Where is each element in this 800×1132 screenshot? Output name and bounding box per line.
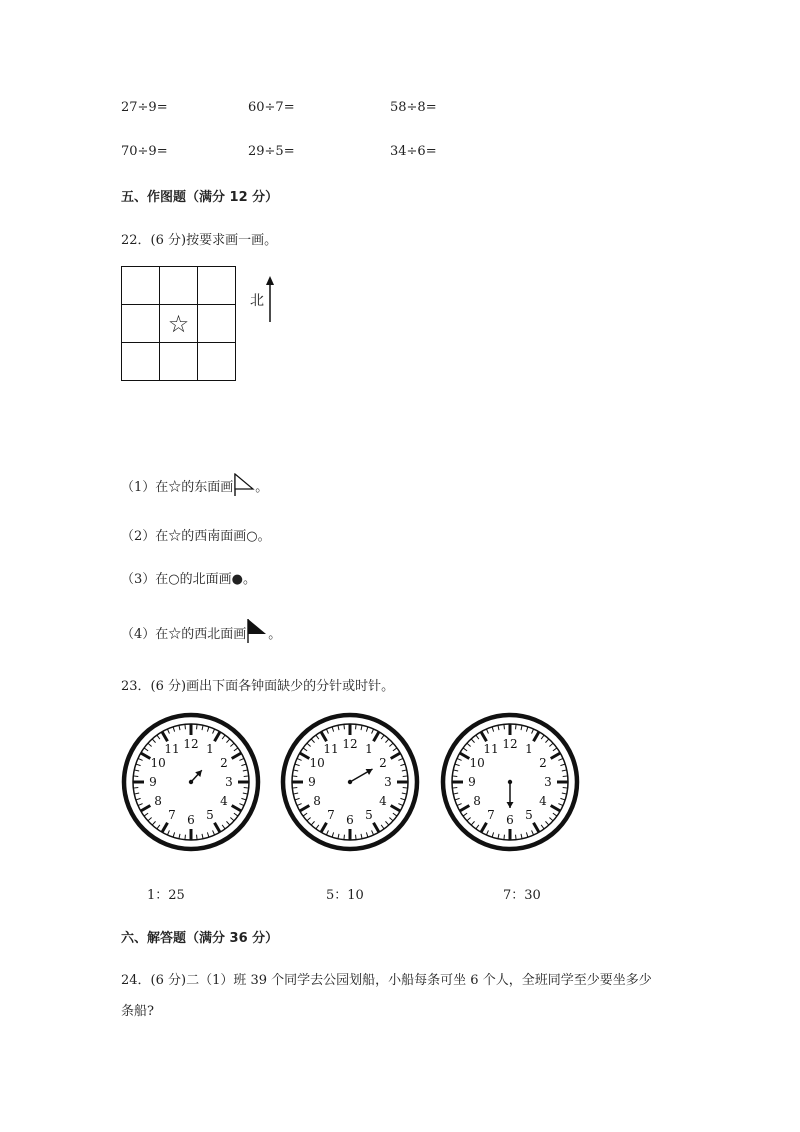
clock-number: 1	[206, 742, 214, 757]
north-arrow-icon	[264, 276, 276, 322]
clock-number: 6	[506, 813, 514, 827]
clock-number: 12	[342, 737, 358, 751]
grid-cell	[122, 267, 160, 305]
grid-cell	[160, 343, 198, 381]
clock-number: 9	[468, 775, 476, 789]
instruction-item	[121, 525, 271, 544]
grid-cell	[122, 343, 160, 381]
direction-grid	[121, 266, 236, 381]
clock-face	[121, 712, 261, 852]
clock-number: 7	[168, 807, 176, 822]
clock-number: 5	[525, 807, 533, 822]
calc-item: 34÷6=	[390, 144, 437, 159]
clock-number: 11	[164, 742, 180, 757]
north-label: 北	[250, 293, 264, 309]
calc-item: 70÷9=	[121, 144, 168, 159]
clock-number: 3	[544, 775, 552, 789]
instruction-text: （3）在	[121, 572, 169, 587]
minute-tick	[292, 788, 297, 789]
clock-number: 10	[150, 756, 166, 770]
minute-tick	[292, 776, 297, 777]
instruction-suffix: 。	[268, 627, 282, 642]
question-stem: 22．(6 分)按要求画一画。	[121, 233, 278, 248]
clock-number: 7	[487, 807, 495, 822]
question-text: 24．(6 分)二（1）班 39 个同学去公园划船，小船每条可坐 6 个人，全班同学至少要坐多少	[121, 973, 652, 988]
star-icon: ☆	[167, 309, 190, 338]
clock-number: 12	[502, 737, 518, 751]
clock-face	[440, 712, 580, 852]
grid-cell	[160, 267, 198, 305]
section-title: 五、作图题（满分 12 分）	[121, 190, 279, 205]
calc-item: 29÷5=	[248, 144, 295, 159]
minute-tick	[133, 788, 138, 789]
clock-number: 8	[473, 794, 481, 808]
clock-number: 5	[206, 807, 214, 822]
grid-cell	[198, 305, 236, 343]
clock-number: 2	[379, 756, 387, 770]
calc-item: 58÷8=	[390, 100, 437, 115]
clock-center	[348, 780, 352, 784]
clock-number: 5	[365, 807, 373, 822]
white-circle-icon: ○	[246, 529, 258, 544]
minute-tick	[244, 776, 249, 777]
minute-tick	[356, 835, 357, 840]
minute-tick	[504, 724, 505, 729]
instruction-item	[121, 618, 281, 644]
clock-number: 3	[384, 775, 392, 789]
clock-time-label: 7：30	[503, 888, 541, 903]
instruction-text: （4）在☆的西北面画	[121, 627, 247, 642]
clock-number: 4	[379, 794, 387, 808]
minute-tick	[403, 776, 408, 777]
clock-number: 2	[220, 756, 228, 770]
black-flag-icon	[246, 618, 268, 644]
minute-tick	[563, 776, 568, 777]
question-stem: 23．(6 分)画出下面各钟面缺少的分针或时针。	[121, 679, 395, 694]
grid-cell	[198, 267, 236, 305]
grid-cell	[198, 343, 236, 381]
instruction-item	[121, 568, 256, 587]
instruction-item	[121, 473, 268, 497]
white-flag-icon	[233, 473, 255, 497]
instruction-suffix: 。	[242, 572, 256, 587]
instruction-text: 的北面画	[179, 572, 232, 587]
grid-cell	[122, 305, 160, 343]
clock-number: 12	[183, 737, 199, 751]
clock-number: 3	[225, 775, 233, 789]
clock-number: 9	[308, 775, 316, 789]
clock-number: 11	[323, 742, 339, 757]
minute-tick	[504, 835, 505, 840]
minute-tick	[356, 724, 357, 729]
calc-item: 27÷9=	[121, 100, 168, 115]
clock-number: 9	[149, 775, 157, 789]
clock-time-label: 5：10	[326, 888, 364, 903]
minute-tick	[563, 788, 568, 789]
minute-tick	[244, 788, 249, 789]
clock-face	[280, 712, 420, 852]
instruction-text: （1）在☆的东面画	[121, 480, 234, 495]
clock-number: 6	[187, 813, 195, 827]
minute-tick	[197, 835, 198, 840]
minute-tick	[516, 724, 517, 729]
clock-number: 4	[220, 794, 228, 808]
clock-number: 1	[365, 742, 373, 757]
minute-tick	[516, 835, 517, 840]
white-circle-icon: ○	[168, 572, 180, 587]
black-circle-icon: ●	[231, 572, 243, 587]
grid-cell	[160, 305, 198, 343]
clock-number: 10	[309, 756, 325, 770]
clock-number: 10	[469, 756, 485, 770]
clock-center	[189, 780, 193, 784]
clock-number: 4	[539, 794, 547, 808]
minute-tick	[403, 788, 408, 789]
minute-tick	[133, 776, 138, 777]
minute-tick	[197, 724, 198, 729]
clock-number: 1	[525, 742, 533, 757]
clock-number: 8	[154, 794, 162, 808]
clock-number: 11	[483, 742, 499, 757]
minute-tick	[185, 724, 186, 729]
instruction-suffix: 。	[257, 529, 271, 544]
clock-number: 7	[327, 807, 335, 822]
instruction-text: （2）在☆的西南面画	[121, 529, 247, 544]
clock-number: 6	[346, 813, 354, 827]
minute-tick	[344, 835, 345, 840]
section-title: 六、解答题（满分 36 分）	[121, 931, 279, 946]
clock-center	[508, 780, 512, 784]
minute-tick	[452, 788, 457, 789]
calc-item: 60÷7=	[248, 100, 295, 115]
minute-tick	[452, 776, 457, 777]
minute-tick	[185, 835, 186, 840]
clock-number: 2	[539, 756, 547, 770]
minute-tick	[344, 724, 345, 729]
instruction-suffix: 。	[255, 480, 269, 495]
question-text: 条船?	[121, 1004, 154, 1019]
clock-number: 8	[313, 794, 321, 808]
clock-time-label: 1：25	[147, 888, 185, 903]
